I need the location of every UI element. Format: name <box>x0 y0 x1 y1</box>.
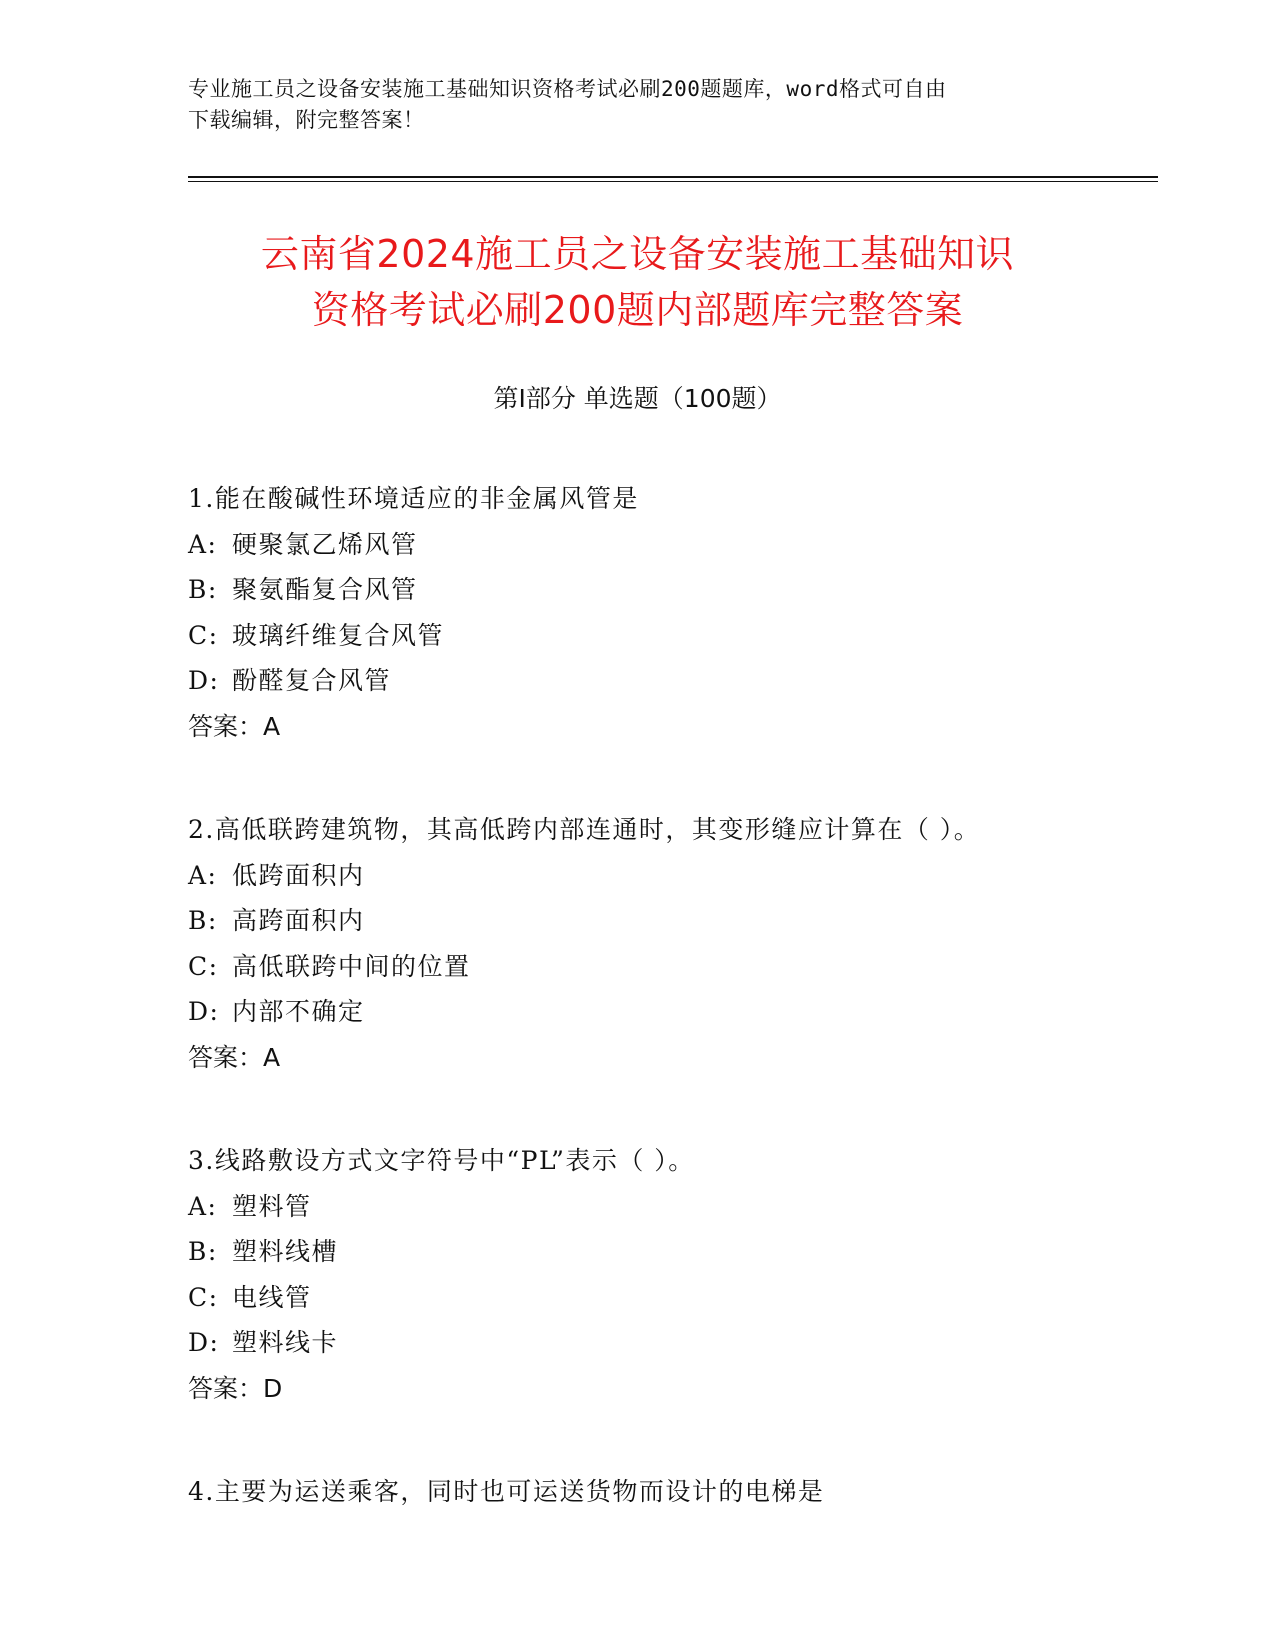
option-letter: C: <box>188 1282 219 1312</box>
option-letter: B: <box>188 906 218 935</box>
question-4 <box>188 1469 1128 1515</box>
option-text: 高跨面积内 <box>232 906 365 935</box>
header-note <box>188 74 1078 136</box>
option-letter: D: <box>188 1328 220 1357</box>
question-stem: 4.主要为运送乘客，同时也可运送货物而设计的电梯是 <box>188 1477 825 1506</box>
option-letter: A: <box>188 1191 218 1221</box>
option-text: 塑料线卡 <box>232 1328 339 1357</box>
option-text: 电线管 <box>232 1282 312 1312</box>
header-divider-thin <box>188 181 1158 182</box>
option-a <box>188 1184 1128 1230</box>
option-letter: D: <box>188 666 220 695</box>
question-3 <box>188 1138 1128 1411</box>
option-text: 塑料线槽 <box>232 1237 339 1266</box>
option-letter: D: <box>188 997 220 1026</box>
question-1 <box>188 476 1128 749</box>
question-2 <box>188 807 1128 1080</box>
option-c <box>188 944 1128 990</box>
document-title <box>150 226 1125 338</box>
document-title-line-2: 资格考试必刷200题内部题库完整答案 <box>311 288 964 332</box>
option-text: 低跨面积内 <box>232 860 365 890</box>
answer: 答案：A <box>188 1042 281 1072</box>
header-note-line-1: 专业施工员之设备安装施工基础知识资格考试必刷200题题库，word格式可自由 <box>188 77 947 101</box>
option-a <box>188 853 1128 899</box>
option-text: 内部不确定 <box>232 997 365 1026</box>
question-list <box>188 476 1128 1573</box>
option-c <box>188 1275 1128 1321</box>
header-divider-thick <box>188 176 1158 178</box>
option-d <box>188 1320 1128 1366</box>
header-note-line-2: 下载编辑，附完整答案！ <box>188 108 425 132</box>
document-title-line-1: 云南省2024施工员之设备安装施工基础知识 <box>260 232 1015 276</box>
option-text: 酚醛复合风管 <box>232 666 392 695</box>
option-text: 玻璃纤维复合风管 <box>232 620 445 650</box>
option-a <box>188 522 1128 568</box>
option-text: 聚氨酯复合风管 <box>232 575 418 604</box>
section-title: 第Ⅰ部分 单选题（100题） <box>493 384 782 413</box>
option-letter: A: <box>188 860 218 890</box>
question-stem: 1.能在酸碱性环境适应的非金属风管是 <box>188 484 639 513</box>
option-letter: A: <box>188 529 218 559</box>
question-stem: 3.线路敷设方式文字符号中“PL”表示（ ）。 <box>188 1146 695 1175</box>
question-stem: 2.高低联跨建筑物，其高低跨内部连通时，其变形缝应计算在（ ）。 <box>188 815 981 844</box>
option-b <box>188 898 1128 944</box>
option-text: 高低联跨中间的位置 <box>232 951 471 981</box>
option-letter: B: <box>188 1237 218 1266</box>
option-letter: C: <box>188 620 219 650</box>
option-c <box>188 613 1128 659</box>
option-d <box>188 658 1128 704</box>
option-d <box>188 989 1128 1035</box>
option-letter: B: <box>188 575 218 604</box>
option-letter: C: <box>188 951 219 981</box>
option-b <box>188 1229 1128 1275</box>
answer: 答案：D <box>188 1373 283 1403</box>
option-text: 硬聚氯乙烯风管 <box>232 529 418 559</box>
answer: 答案：A <box>188 711 281 741</box>
option-text: 塑料管 <box>232 1191 312 1221</box>
option-b <box>188 567 1128 613</box>
